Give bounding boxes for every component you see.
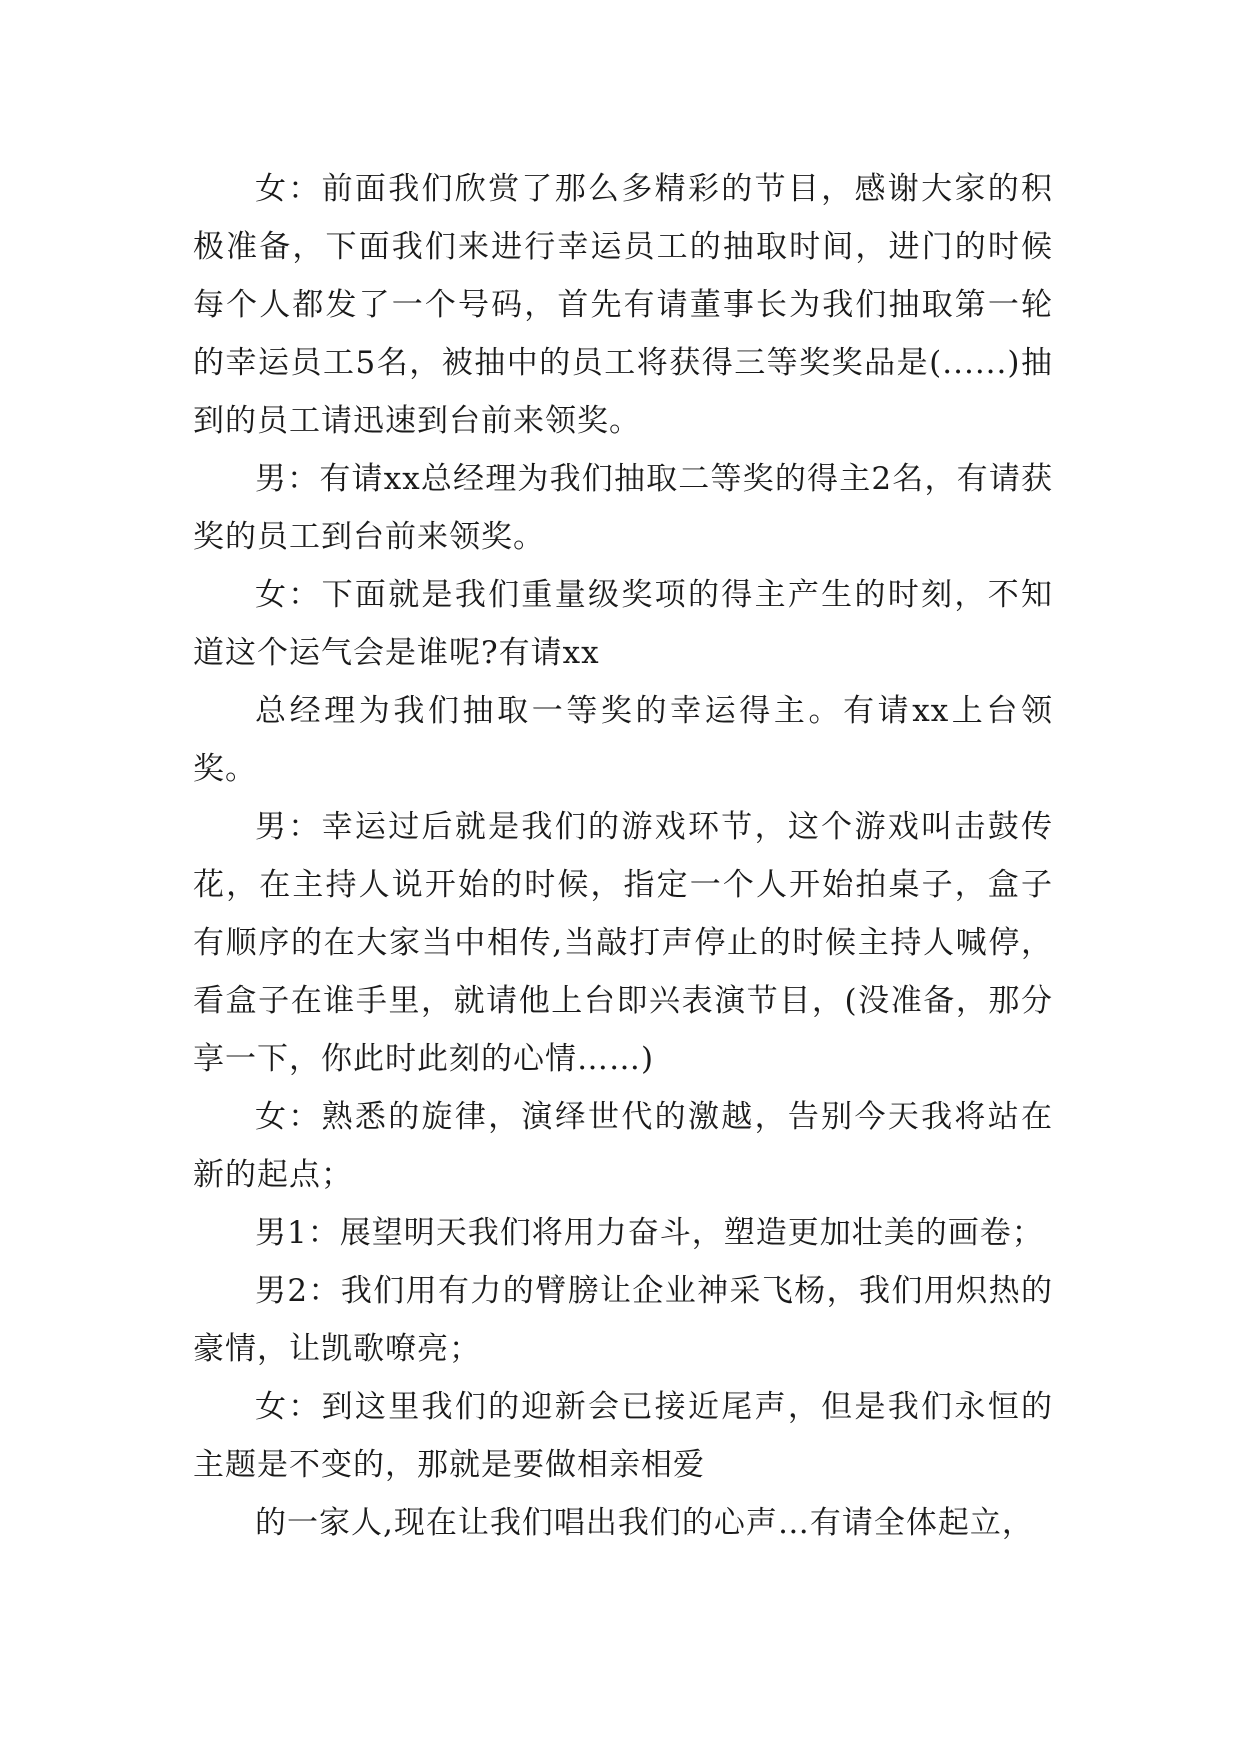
paragraph-closing: 女：到这里我们的迎新会已接近尾声，但是我们永恒的主题是不变的，那就是要做相亲相爱 [193, 1389, 1053, 1483]
paragraph-melody: 女：熟悉的旋律，演绎世代的激越，告别今天我将站在新的起点； [193, 1099, 1053, 1193]
paragraph-first-prize: 总经理为我们抽取一等奖的幸运得主。有请xx上台领奖。 [193, 693, 1053, 787]
paragraph-second-prize: 男：有请xx总经理为我们抽取二等奖的得主2名，有请获奖的员工到台前来领奖。 [193, 461, 1053, 555]
document-body [193, 160, 1053, 1552]
paragraph-closing-cont: 的一家人,现在让我们唱出我们的心声…有请全体起立， [255, 1505, 1034, 1541]
paragraph-lottery-third-prize: 女：前面我们欣赏了那么多精彩的节目，感谢大家的积极准备，下面我们来进行幸运员工的抽取时间，进门的时候每个人都发了一个号码，首先有请董事长为我们抽取第一轮的幸运员工5名，被抽中的员工将获得三等奖奖品是(......)抽到的员工请迅速到台前来领奖。 [193, 171, 1053, 439]
paragraph-game: 男：幸运过后就是我们的游戏环节，这个游戏叫击鼓传花，在主持人说开始的时候，指定一个人开始拍桌子，盒子有顺序的在大家当中相传,当敲打声停止的时候主持人喊停，看盒子在谁手里，就请他上台即兴表演节目，(没准备，那分享一下，你此时此刻的心情……) [193, 809, 1053, 1077]
paragraph-male-2: 男2：我们用有力的臂膀让企业神采飞杨，我们用炽热的豪情，让凯歌嘹亮； [193, 1273, 1053, 1367]
paragraph-male-1: 男1：展望明天我们将用力奋斗，塑造更加壮美的画卷； [255, 1215, 1044, 1251]
paragraph-first-prize-intro: 女：下面就是我们重量级奖项的得主产生的时刻，不知道这个运气会是谁呢?有请xx [193, 577, 1053, 671]
